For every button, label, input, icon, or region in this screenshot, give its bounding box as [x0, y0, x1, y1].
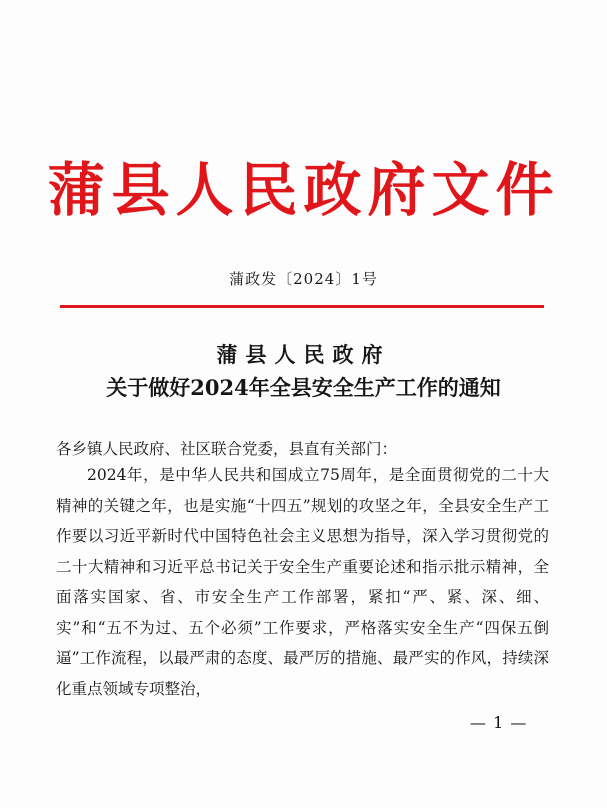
red-separator-line — [60, 305, 544, 308]
addressee-line: 各乡镇人民政府、社区联合党委，县直有关部门： — [56, 440, 398, 458]
document-number: 蒲政发〔2024〕1号 — [229, 270, 378, 288]
page-number: — 1 — — [470, 713, 528, 732]
notice-title-line-2: 关于做好2024年全县安全生产工作的通知 — [106, 375, 501, 400]
issuer-title: 蒲县人民政府文件 — [47, 156, 560, 224]
body-paragraph: 2024年，是中华人民共和国成立75周年，是全面贯彻党的二十大精神的关键之年，也是实施“十四五”规划的攻坚之年，全县安全生产工作要以习近平新时代中国特色社会主义思想为指导，深入学习贯彻党的二十大精神和习近平总书记关于安全生产重要论述和指示批示精神，全面落实国家、省、市安全生产工作部署，紧扣“严、紧、深、细、实”和“五不为过、五个必须”工作要求，严格落实安全生产“四保五倒逼”工作流程，以最严肃的态度、最严厉的措施、最严实的作风，持续深化重点领域专项整治， — [56, 466, 549, 698]
notice-title-line-1: 蒲县人民政府 — [216, 342, 391, 367]
